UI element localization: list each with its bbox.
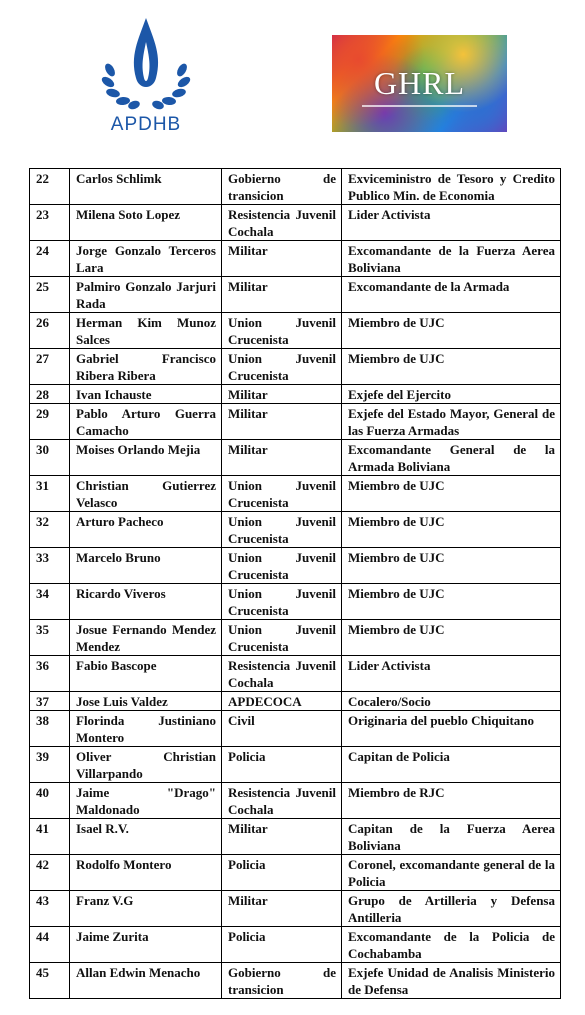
- row-number-cell: 34: [30, 584, 70, 620]
- persons-table-body: [30, 169, 561, 999]
- row-number-cell: 29: [30, 404, 70, 440]
- person-name-cell: Pablo Arturo Guerra Camacho: [70, 404, 222, 440]
- person-name-cell: Marcelo Bruno: [70, 548, 222, 584]
- position-cell: Miembro de RJC: [342, 783, 561, 819]
- position-cell: Capitan de la Fuerza Aerea Boliviana: [342, 819, 561, 855]
- row-number-cell: 33: [30, 548, 70, 584]
- row-number-cell: 23: [30, 205, 70, 241]
- position-cell: Exviceministro de Tesoro y Credito Publico Min. de Economia: [342, 169, 561, 205]
- person-name-cell: Ricardo Viveros: [70, 584, 222, 620]
- organization-cell: Militar: [222, 241, 342, 277]
- organization-cell: APDECOCA: [222, 692, 342, 711]
- organization-cell: Resistencia Juvenil Cochala: [222, 783, 342, 819]
- table-row: [30, 855, 561, 891]
- person-name-cell: Palmiro Gonzalo Jarjuri Rada: [70, 277, 222, 313]
- person-name-cell: Allan Edwin Menacho: [70, 963, 222, 999]
- table-row: [30, 548, 561, 584]
- organization-cell: Policia: [222, 927, 342, 963]
- table-row: [30, 783, 561, 819]
- ghrl-logo: [332, 35, 507, 132]
- position-cell: Grupo de Artilleria y Defensa Antilleria: [342, 891, 561, 927]
- organization-cell: Militar: [222, 385, 342, 404]
- person-name-cell: Ivan Ichauste: [70, 385, 222, 404]
- table-row: [30, 313, 561, 349]
- table-row: [30, 891, 561, 927]
- row-number-cell: 38: [30, 711, 70, 747]
- organization-cell: Militar: [222, 819, 342, 855]
- position-cell: Exjefe Unidad de Analisis Ministerio de Defensa: [342, 963, 561, 999]
- person-name-cell: Arturo Pacheco: [70, 512, 222, 548]
- table-row: [30, 584, 561, 620]
- table-row: [30, 277, 561, 313]
- position-cell: Excomandante de la Armada: [342, 277, 561, 313]
- apdhb-logo-text: APDHB: [110, 114, 182, 135]
- organization-cell: Union Juvenil Crucenista: [222, 476, 342, 512]
- person-name-cell: Jaime "Drago" Maldonado: [70, 783, 222, 819]
- position-cell: Miembro de UJC: [342, 584, 561, 620]
- person-name-cell: Josue Fernando Mendez Mendez: [70, 620, 222, 656]
- table-row: [30, 963, 561, 999]
- table-row: [30, 711, 561, 747]
- person-name-cell: Gabriel Francisco Ribera Ribera: [70, 349, 222, 385]
- table-row: [30, 747, 561, 783]
- row-number-cell: 32: [30, 512, 70, 548]
- table-row: [30, 440, 561, 476]
- person-name-cell: Moises Orlando Mejia: [70, 440, 222, 476]
- row-number-cell: 25: [30, 277, 70, 313]
- table-row: [30, 927, 561, 963]
- row-number-cell: 40: [30, 783, 70, 819]
- position-cell: Miembro de UJC: [342, 349, 561, 385]
- position-cell: Cocalero/Socio: [342, 692, 561, 711]
- table-row: [30, 819, 561, 855]
- row-number-cell: 43: [30, 891, 70, 927]
- organization-cell: Militar: [222, 440, 342, 476]
- position-cell: Exjefe del Ejercito: [342, 385, 561, 404]
- position-cell: Miembro de UJC: [342, 313, 561, 349]
- person-name-cell: Oliver Christian Villarpando: [70, 747, 222, 783]
- row-number-cell: 27: [30, 349, 70, 385]
- person-name-cell: Milena Soto Lopez: [70, 205, 222, 241]
- table-row: [30, 620, 561, 656]
- row-number-cell: 30: [30, 440, 70, 476]
- ghrl-logo-underline: [362, 105, 477, 107]
- table-row: [30, 349, 561, 385]
- row-number-cell: 37: [30, 692, 70, 711]
- position-cell: Lider Activista: [342, 656, 561, 692]
- position-cell: Excomandante de la Policia de Cochabamba: [342, 927, 561, 963]
- table-row: [30, 241, 561, 277]
- row-number-cell: 39: [30, 747, 70, 783]
- position-cell: Exjefe del Estado Mayor, General de las Fuerza Armadas: [342, 404, 561, 440]
- position-cell: Coronel, excomandante general de la Policia: [342, 855, 561, 891]
- persons-table: [29, 168, 561, 999]
- table-row: [30, 205, 561, 241]
- position-cell: Excomandante de la Fuerza Aerea Boliviana: [342, 241, 561, 277]
- row-number-cell: 26: [30, 313, 70, 349]
- person-name-cell: Isael R.V.: [70, 819, 222, 855]
- person-name-cell: Florinda Justiniano Montero: [70, 711, 222, 747]
- table-row: [30, 404, 561, 440]
- row-number-cell: 35: [30, 620, 70, 656]
- position-cell: Capitan de Policia: [342, 747, 561, 783]
- position-cell: Miembro de UJC: [342, 512, 561, 548]
- organization-cell: Militar: [222, 891, 342, 927]
- row-number-cell: 28: [30, 385, 70, 404]
- row-number-cell: 31: [30, 476, 70, 512]
- organization-cell: Policia: [222, 855, 342, 891]
- row-number-cell: 42: [30, 855, 70, 891]
- row-number-cell: 45: [30, 963, 70, 999]
- position-cell: Miembro de UJC: [342, 548, 561, 584]
- row-number-cell: 24: [30, 241, 70, 277]
- organization-cell: Gobierno de transicion: [222, 169, 342, 205]
- position-cell: Originaria del pueblo Chiquitano: [342, 711, 561, 747]
- position-cell: Excomandante General de la Armada Boliviana: [342, 440, 561, 476]
- organization-cell: Union Juvenil Crucenista: [222, 548, 342, 584]
- organization-cell: Union Juvenil Crucenista: [222, 349, 342, 385]
- organization-cell: Gobierno de transicion: [222, 963, 342, 999]
- person-name-cell: Jaime Zurita: [70, 927, 222, 963]
- table-row: [30, 385, 561, 404]
- table-row: [30, 476, 561, 512]
- organization-cell: Civil: [222, 711, 342, 747]
- organization-cell: Militar: [222, 404, 342, 440]
- table-row: [30, 692, 561, 711]
- row-number-cell: 44: [30, 927, 70, 963]
- position-cell: Miembro de UJC: [342, 476, 561, 512]
- person-name-cell: Carlos Schlimk: [70, 169, 222, 205]
- table-row: [30, 656, 561, 692]
- organization-cell: Union Juvenil Crucenista: [222, 512, 342, 548]
- organization-cell: Resistencia Juvenil Cochala: [222, 656, 342, 692]
- organization-cell: Resistencia Juvenil Cochala: [222, 205, 342, 241]
- row-number-cell: 36: [30, 656, 70, 692]
- row-number-cell: 41: [30, 819, 70, 855]
- ghrl-logo-text: GHRL: [373, 65, 466, 101]
- person-name-cell: Fabio Bascope: [70, 656, 222, 692]
- person-name-cell: Rodolfo Montero: [70, 855, 222, 891]
- person-name-cell: Herman Kim Munoz Salces: [70, 313, 222, 349]
- position-cell: Lider Activista: [342, 205, 561, 241]
- flame-laurel-icon: [86, 12, 206, 112]
- person-name-cell: Jorge Gonzalo Terceros Lara: [70, 241, 222, 277]
- table-row: [30, 512, 561, 548]
- organization-cell: Union Juvenil Crucenista: [222, 313, 342, 349]
- organization-cell: Union Juvenil Crucenista: [222, 620, 342, 656]
- person-name-cell: Christian Gutierrez Velasco: [70, 476, 222, 512]
- organization-cell: Union Juvenil Crucenista: [222, 584, 342, 620]
- apdhb-logo: [86, 12, 206, 150]
- row-number-cell: 22: [30, 169, 70, 205]
- position-cell: Miembro de UJC: [342, 620, 561, 656]
- person-name-cell: Franz V.G: [70, 891, 222, 927]
- table-row: [30, 169, 561, 205]
- organization-cell: Militar: [222, 277, 342, 313]
- organization-cell: Policia: [222, 747, 342, 783]
- person-name-cell: Jose Luis Valdez: [70, 692, 222, 711]
